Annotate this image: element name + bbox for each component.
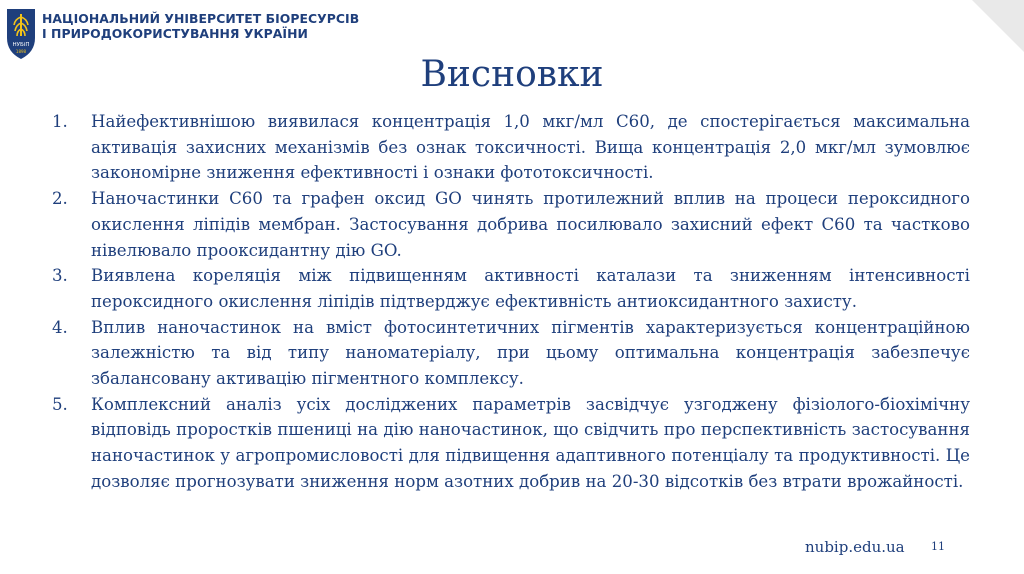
university-name: [42, 11, 359, 41]
list-item-text: Наночастинки С60 та графен оксид GO чинять протилежний вплив на процеси пероксидного окислення ліпідів мембран. Застосування добрива посилювало захисний ефект С60 та частково нівелювало прооксидантну дію GO.: [91, 189, 970, 260]
list-item: [52, 109, 970, 186]
list-item-number: 3.: [52, 266, 68, 286]
list-item: [52, 263, 970, 314]
page-title: Висновки: [420, 54, 604, 95]
university-name-line2: І ПРИРОДОКОРИСТУВАННЯ УКРАЇНИ: [42, 26, 308, 41]
list-item-text: Найефективнішою виявилася концентрація 1,0 мкг/мл С60, де спостерігається максимальна активація захисних механізмів без ознак токсичності. Вища концентрація 2,0 мкг/мл зумовлює закономірне зниження ефективності і ознаки фототоксичності.: [91, 112, 970, 183]
list-item: [52, 186, 970, 263]
logo-text: НУБіП: [12, 42, 30, 48]
list-item-number: 2.: [52, 189, 68, 209]
list-item-text: Виявлена кореляція між підвищенням активності каталази та зниженням інтенсивності пероксидного окислення ліпідів підтверджує ефективність антиоксидантного захисту.: [91, 266, 970, 311]
list-item-text: Вплив наночастинок на вміст фотосинтетичних пігментів характеризується концентраційною залежністю та від типу наноматеріалу, при цьому оптимальна концентрація забезпечує збалансовану активацію пігментного комплексу.: [91, 317, 970, 389]
list-item: [52, 315, 970, 392]
page-number: 11: [931, 540, 945, 553]
list-item-text: Комплексний аналіз усіх досліджених параметрів засвідчує узгоджену фізіолого-біохімічну відповідь проростків пшениці на дію наночастинок, що свідчить про перспективність застосування наночастинок у агропромисловості для підвищення адаптивного потенціалу та продуктивності. Це дозволяє прогнозувати зниження норм азотних добрив на 20-30 відсотків без втрати врожайності.: [91, 394, 970, 491]
list-item-number: 4.: [52, 317, 68, 337]
logo-subtext: 1898: [15, 49, 27, 54]
list-item-number: 1.: [52, 112, 68, 131]
university-name-line1: НАЦІОНАЛЬНИЙ УНІВЕРСИТЕТ БІОРЕСУРСІВ: [42, 11, 360, 26]
footer-url: nubip.edu.ua: [805, 538, 905, 556]
university-logo: [6, 8, 36, 60]
corner-decoration: [972, 0, 1024, 52]
list-item-number: 5.: [52, 394, 68, 414]
list-item: [52, 392, 970, 495]
shield-icon: [6, 8, 36, 60]
conclusions-list: [52, 109, 970, 495]
